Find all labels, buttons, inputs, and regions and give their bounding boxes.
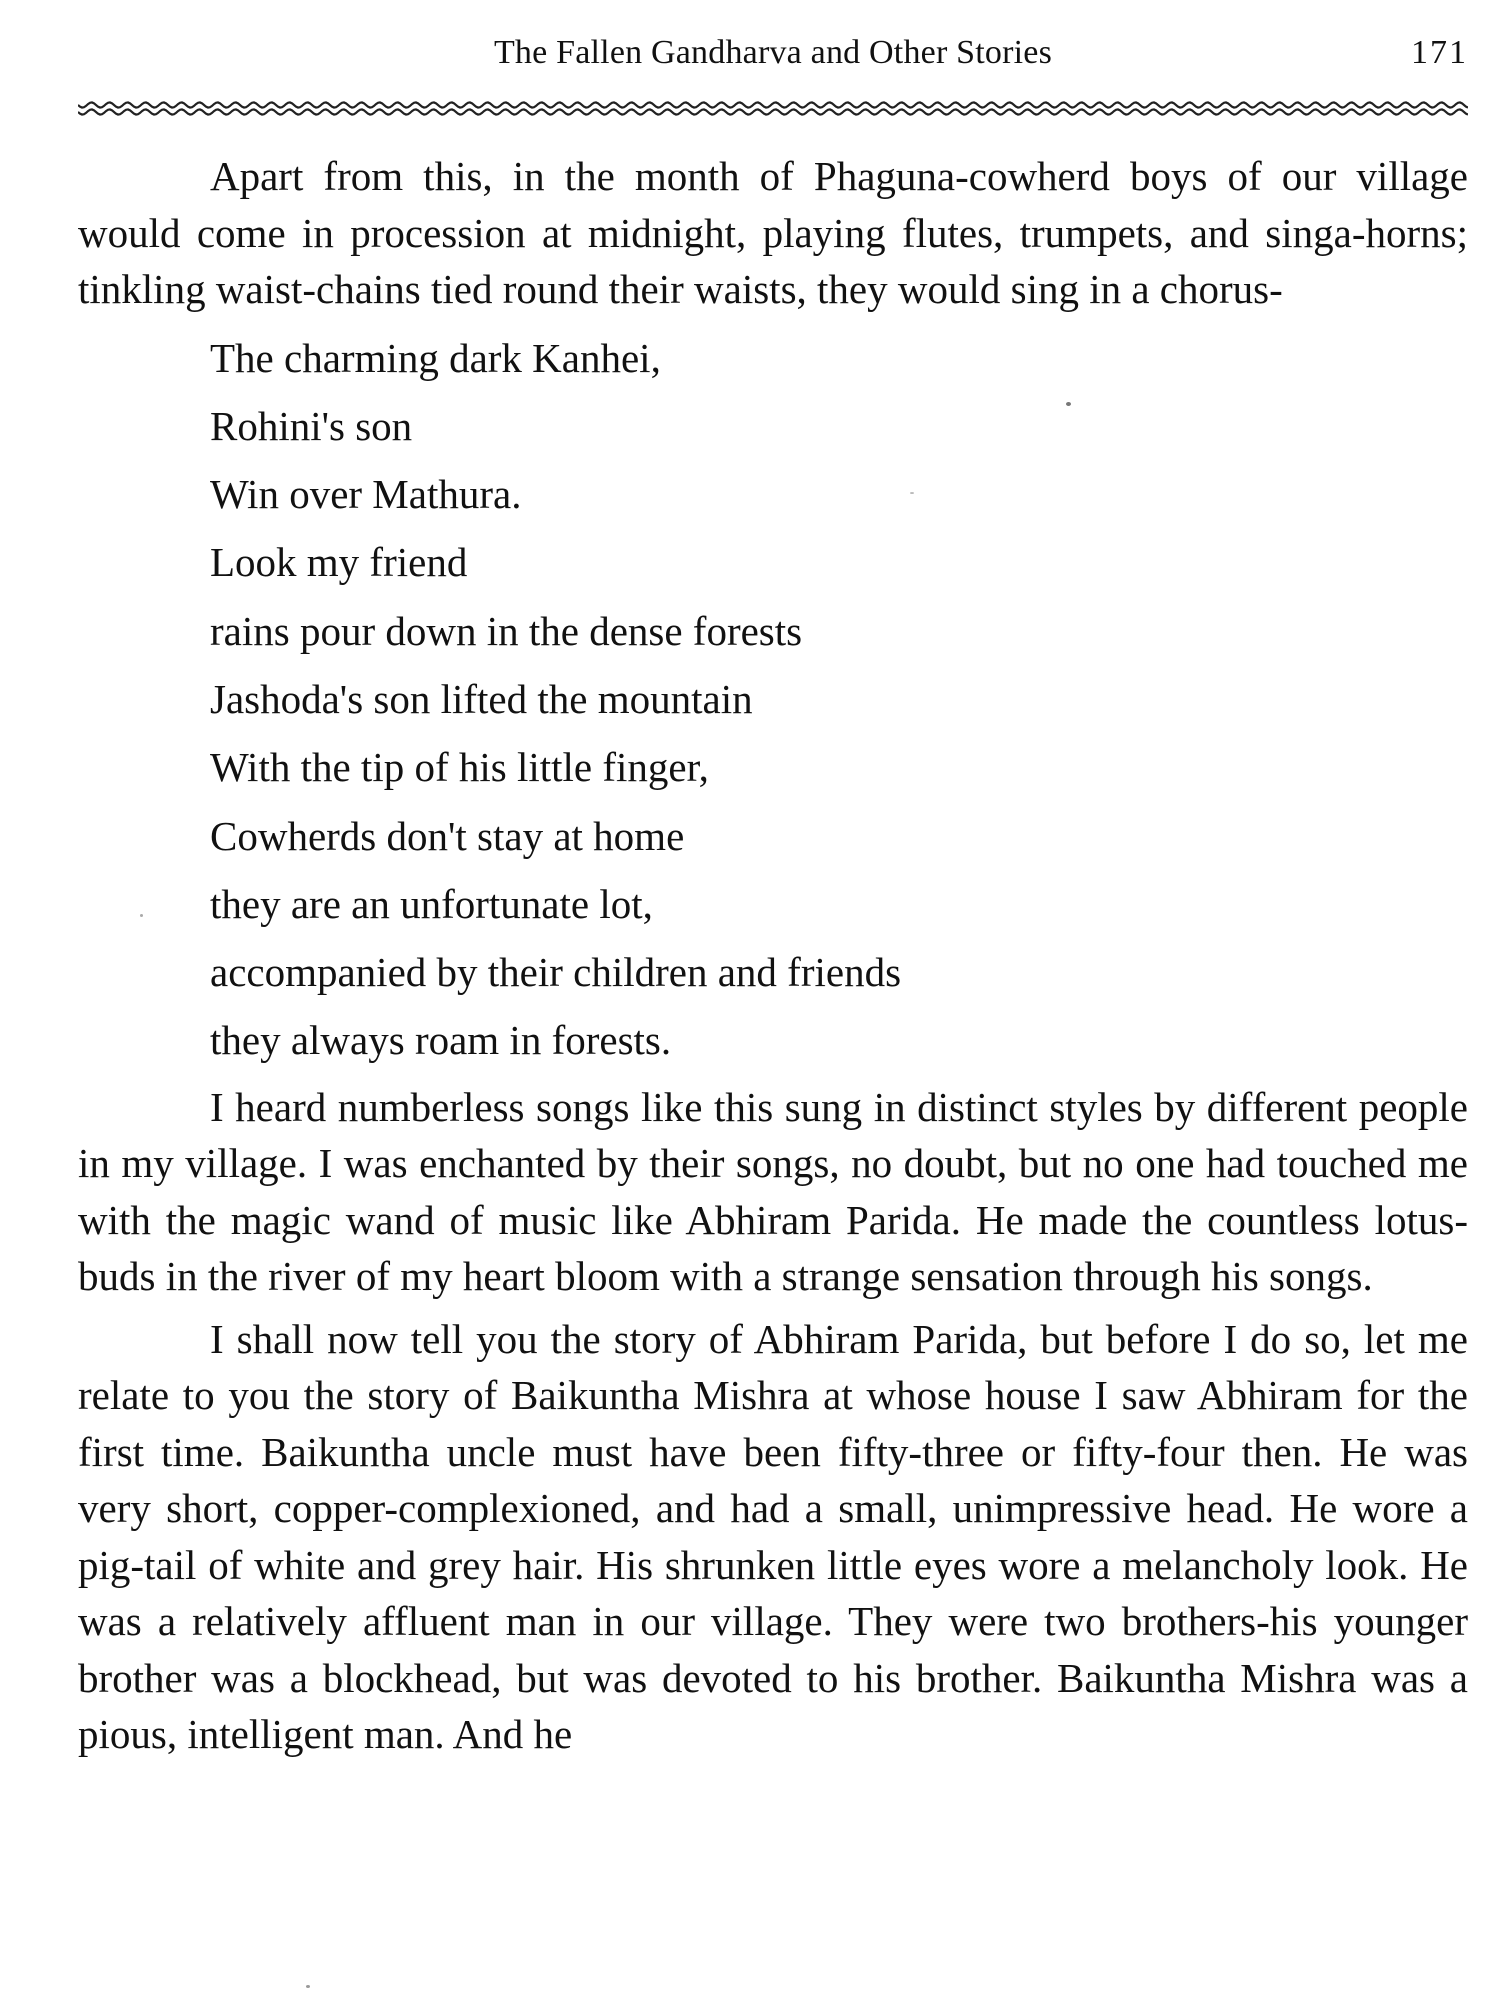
- paragraph-phaguna-procession: Apart from this, in the month of Phaguna-cowherd boys of our village would come in procession at midnight, playing flutes, trumpets, and singa-horns; tinkling waist-chains tied round their waists, they would sing in a chorus-: [78, 153, 1468, 312]
- verse-line: Look my friend: [210, 539, 468, 586]
- scan-speck: [140, 914, 143, 917]
- scan-speck: [306, 1985, 310, 1988]
- scan-speck: [910, 492, 914, 494]
- running-head: [78, 30, 1468, 80]
- scan-speck: [1066, 402, 1071, 406]
- verse-line: Rohini's son: [210, 402, 413, 449]
- verse-line: Win over Mathura.: [210, 471, 522, 518]
- paragraph-numberless-songs: I heard numberless songs like this sung in distinct styles by different people in my village. I was enchanted by their songs, no doubt, but no one had touched me with the magic wand of music like Abhiram Parida. He made the countless lotus-buds in the river of my heart bloom with a strange sensation through his songs.: [78, 1083, 1468, 1300]
- verse-line: they always roam in forests.: [210, 1017, 672, 1064]
- page-number: 171: [1411, 34, 1468, 71]
- paragraph-baikuntha-mishra: I shall now tell you the story of Abhiram Parida, but before I do so, let me relate to you the story of Baikuntha Mishra at whose house I saw Abhiram for the first time. Baikuntha uncle must have been fifty-three or fifty-four then. He was very short, copper-complexioned, and had a small, unimpressive head. He wore a pig-tail of white and grey hair. His shrunken little eyes wore a melancholy look. He was a relatively affluent man in our village. They were two brothers-his younger brother was a blockhead, but was devoted to his brother. Baikuntha Mishra was a pious, intelligent man. And he: [78, 1315, 1468, 1758]
- verse-line: they are an unfortunate lot,: [210, 880, 653, 927]
- verse-line: Jashoda's son lifted the mountain: [210, 675, 753, 722]
- verse-line: With the tip of his little finger,: [210, 744, 709, 791]
- song-verse: [78, 324, 1468, 1075]
- body-text: [78, 148, 1468, 1769]
- wavy-rule-divider: [78, 96, 1468, 122]
- running-title: The Fallen Gandharva and Other Stories: [493, 34, 1053, 71]
- verse-line: Cowherds don't stay at home: [210, 812, 685, 859]
- verse-line: The charming dark Kanhei,: [210, 334, 661, 381]
- verse-line: rains pour down in the dense forests: [210, 607, 803, 654]
- verse-line: accompanied by their children and friends: [210, 949, 902, 996]
